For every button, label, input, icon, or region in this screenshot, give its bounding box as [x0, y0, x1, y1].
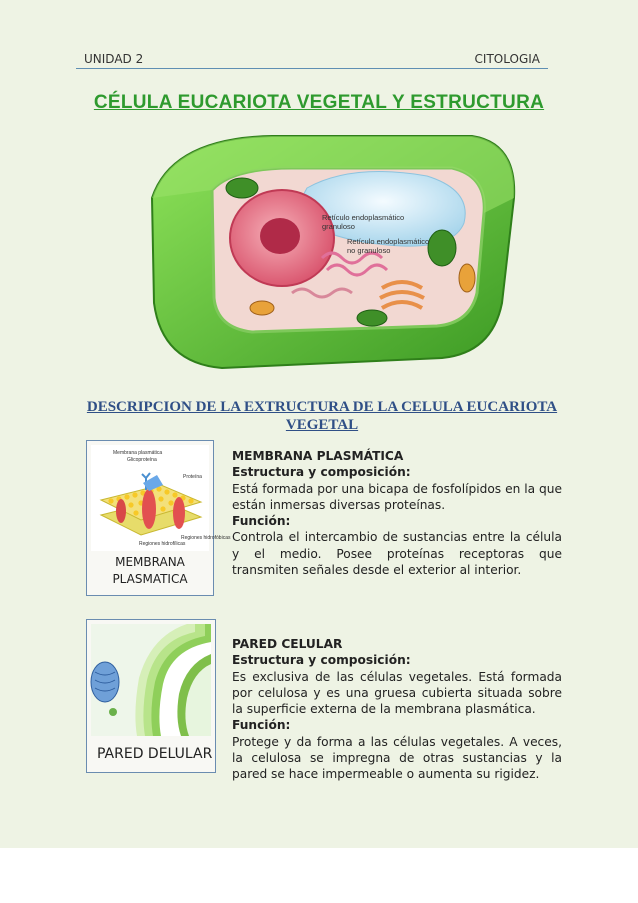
unit-label: UNIDAD 2: [84, 52, 144, 66]
label-ser-line1: Retículo endoplasmático: [347, 237, 430, 246]
membrane-function-heading: Función:: [232, 514, 291, 529]
label-rer-line2: granuloso: [322, 222, 355, 231]
membrane-structure-heading: Estructura y composición:: [232, 465, 411, 480]
wall-image-card: [86, 619, 216, 773]
wall-description: [232, 636, 562, 783]
membrane-heading: MEMBRANA PLASMÁTICA: [232, 449, 404, 463]
membrane-image-card: [86, 440, 231, 596]
membrane-label-hydrophobic: Regiones hidrofóbicas: [181, 535, 231, 541]
page-title: CÉLULA EUCARIOTA VEGETAL Y ESTRUCTURA: [93, 92, 545, 113]
chloroplast: [428, 230, 456, 266]
membrane-label-glyco: Glicoproteína: [127, 457, 157, 463]
section-heading: DESCRIPCION DE LA EXTRUCTURA DE LA CELULA EUCARIOTA VEGETAL: [86, 399, 558, 433]
chloroplast: [226, 178, 258, 198]
membrane-label-main: Membrana plasmática: [113, 450, 163, 456]
page-header: [76, 52, 548, 69]
mitochondrion: [250, 301, 274, 315]
protein-shape: [142, 489, 156, 529]
membrane-label-hydrophilic: Regiones hidrofílicas: [139, 541, 186, 547]
topic-label: CITOLOGIA: [474, 52, 540, 66]
membrane-label-protein: Proteína: [183, 474, 202, 480]
wall-caption: PARED DELULAR: [97, 746, 213, 762]
label-ser-line2: no granuloso: [347, 246, 391, 255]
membrane-illustration: [91, 445, 231, 551]
plant-cell-illustration: [142, 128, 522, 390]
membrane-description: [232, 448, 562, 578]
membrane-function-text: Controla el intercambio de sustancias entre la célula y el medio. Posee proteínas receptoras que transmiten señales desde el exterior al interior.: [232, 530, 562, 578]
nucleolus: [260, 218, 300, 254]
membrane-caption: MEMBRANA PLASMATICA: [112, 555, 188, 586]
membrane-structure-text: Está formada por una bicapa de fosfolípidos en la que están inmersas diversas proteínas.: [232, 481, 562, 512]
chloroplast: [357, 310, 387, 326]
wall-function-heading: Función:: [232, 718, 291, 733]
wall-structure-heading: Estructura y composición:: [232, 653, 411, 668]
wall-structure-text: Es exclusiva de las células vegetales. Está formada por celulosa y es una gruesa cubierta situada sobre la superficie externa de la membrana plasmática.: [232, 669, 562, 717]
wall-function-text: Protege y da forma a las células vegetales. A veces, la celulosa se impregna de otras sustancias y la pared se hace impermeable o aumenta su rigidez.: [232, 734, 562, 782]
label-rer-line1: Retículo endoplasmático: [322, 213, 405, 222]
cell-wall-illustration: [91, 624, 211, 736]
mitochondrion: [459, 264, 475, 292]
wall-heading: PARED CELULAR: [232, 637, 343, 651]
